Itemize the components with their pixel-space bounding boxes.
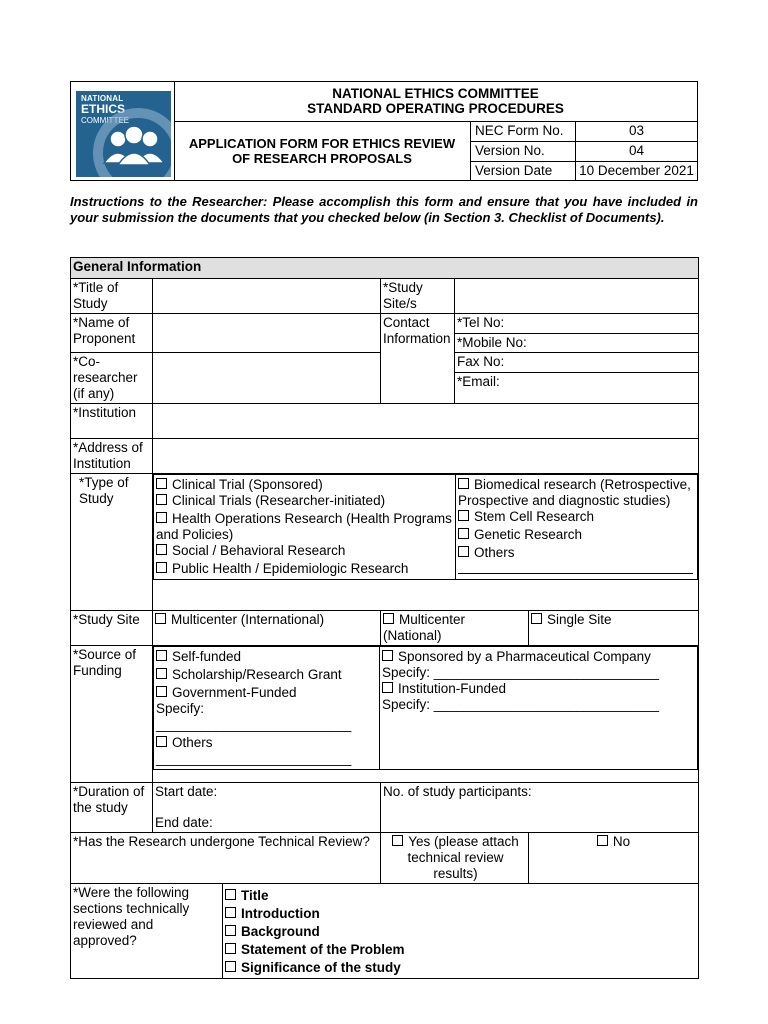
type-option[interactable] bbox=[458, 545, 695, 561]
checkbox-icon[interactable] bbox=[458, 546, 469, 557]
type-option[interactable] bbox=[156, 561, 453, 577]
type-option-label: Biomedical research (Retrospective, Prospective and diagnostic studies) bbox=[458, 477, 691, 508]
section-option[interactable] bbox=[225, 905, 696, 923]
section-heading: General Information bbox=[71, 258, 699, 279]
tel-no-field[interactable]: *Tel No: bbox=[455, 314, 699, 334]
section-option-label: Title bbox=[241, 888, 269, 903]
meta-row bbox=[471, 142, 697, 162]
funding-option[interactable] bbox=[156, 685, 377, 701]
people-icon bbox=[76, 91, 171, 177]
section-option-label: Statement of the Problem bbox=[241, 942, 405, 957]
checkbox-icon[interactable] bbox=[156, 494, 167, 505]
checkbox-icon[interactable] bbox=[382, 650, 393, 661]
type-option[interactable] bbox=[156, 477, 453, 493]
site-option-label: Multicenter (International) bbox=[171, 612, 325, 627]
checkbox-icon[interactable] bbox=[383, 613, 394, 624]
label-name-of-proponent: *Name of Proponent bbox=[71, 314, 153, 353]
checkbox-icon[interactable] bbox=[156, 686, 167, 697]
funding-option[interactable] bbox=[156, 667, 377, 683]
label-type-of-study: *Type of Study bbox=[71, 474, 153, 611]
proponent-field[interactable] bbox=[153, 314, 381, 353]
checkbox-icon[interactable] bbox=[458, 528, 469, 539]
checkbox-icon[interactable] bbox=[156, 736, 167, 747]
label-institution: *Institution bbox=[71, 404, 153, 439]
meta-value: 04 bbox=[575, 142, 697, 161]
type-option-label: Clinical Trial (Sponsored) bbox=[172, 477, 323, 492]
checkbox-icon[interactable] bbox=[458, 478, 469, 489]
checkbox-icon[interactable] bbox=[156, 512, 167, 523]
checkbox-icon[interactable] bbox=[156, 650, 167, 661]
logo-cell bbox=[71, 82, 175, 180]
email-field[interactable]: *Email: bbox=[455, 373, 699, 404]
meta-value: 03 bbox=[575, 122, 697, 141]
site-option[interactable] bbox=[153, 611, 381, 646]
no-option-label: No bbox=[612, 834, 631, 849]
type-option-label: Health Operations Research (Health Programs and Policies) bbox=[156, 511, 452, 542]
meta-label: Version Date bbox=[475, 163, 553, 178]
funding-option-label: Government-Funded bbox=[172, 685, 297, 700]
form-title bbox=[174, 122, 471, 180]
meta-value: 10 December 2021 bbox=[575, 162, 697, 181]
specify-line[interactable]: Specify: ______________________________ bbox=[382, 697, 660, 712]
label-technical-review: *Has the Research undergone Technical Review? bbox=[71, 833, 381, 884]
study-sites-field[interactable] bbox=[455, 279, 699, 314]
checkbox-icon[interactable] bbox=[156, 562, 167, 573]
funding-option[interactable] bbox=[156, 735, 377, 751]
funding-option-label: Self-funded bbox=[172, 649, 242, 664]
form-title-line-2: OF RESEARCH PROPOSALS bbox=[232, 151, 412, 166]
meta-row bbox=[471, 162, 697, 181]
label-study-site: *Study Site bbox=[71, 611, 153, 646]
type-option[interactable] bbox=[156, 493, 453, 509]
section-option-label: Significance of the study bbox=[241, 960, 401, 975]
funding-option[interactable] bbox=[156, 649, 377, 665]
label-source-of-funding: *Source of Funding bbox=[71, 646, 153, 783]
co-researcher-field[interactable] bbox=[153, 353, 381, 404]
mobile-no-field[interactable]: *Mobile No: bbox=[455, 334, 699, 353]
logo-text-committee: COMMITTEE bbox=[81, 116, 129, 125]
type-option[interactable] bbox=[458, 509, 695, 525]
funding-right-column bbox=[380, 647, 698, 770]
site-option[interactable] bbox=[529, 611, 699, 646]
organization-title bbox=[174, 82, 697, 122]
checkbox-icon[interactable] bbox=[155, 613, 166, 624]
specify-line[interactable]: __________________________ bbox=[156, 717, 352, 732]
document-header bbox=[70, 81, 698, 181]
type-option[interactable] bbox=[156, 543, 453, 559]
start-date-label: Start date: bbox=[155, 784, 218, 799]
funding-option-label: Scholarship/Research Grant bbox=[172, 667, 342, 682]
meta-label: Version No. bbox=[475, 143, 545, 158]
section-option-label: Background bbox=[241, 924, 320, 939]
funding-option[interactable] bbox=[382, 681, 695, 697]
type-left-column bbox=[154, 475, 456, 580]
institution-field[interactable] bbox=[153, 404, 699, 439]
org-line-2: STANDARD OPERATING PROCEDURES bbox=[307, 101, 564, 116]
form-meta bbox=[471, 122, 697, 181]
type-option[interactable] bbox=[458, 477, 695, 509]
fax-no-field[interactable]: Fax No: bbox=[455, 353, 699, 373]
others-specify-line[interactable]: __________________________ bbox=[156, 751, 352, 766]
end-date-label: End date: bbox=[155, 815, 213, 830]
section-option[interactable] bbox=[225, 887, 696, 905]
checkbox-icon[interactable] bbox=[597, 835, 608, 846]
instructions: Instructions to the Researcher: Please accomplish this form and ensure that you have included in your submission the documents that you checked below (in Section 3. Checklist of Documents). bbox=[70, 194, 698, 225]
type-option-label: Others bbox=[474, 545, 515, 560]
type-option-label: Genetic Research bbox=[474, 527, 583, 542]
funding-options bbox=[153, 646, 699, 783]
section-option[interactable] bbox=[225, 941, 696, 959]
checkbox-icon[interactable] bbox=[392, 835, 403, 846]
type-option-label: Public Health / Epidemiologic Research bbox=[172, 561, 409, 576]
org-line-1: NATIONAL ETHICS COMMITTEE bbox=[332, 86, 539, 101]
checkbox-icon[interactable] bbox=[225, 961, 236, 972]
meta-label: NEC Form No. bbox=[475, 123, 564, 138]
type-option[interactable] bbox=[458, 527, 695, 543]
sections-list bbox=[223, 884, 699, 979]
section-option-label: Introduction bbox=[241, 906, 320, 921]
label-contact-information: Contact Information bbox=[381, 314, 455, 404]
nec-logo bbox=[76, 91, 171, 177]
type-of-study-options bbox=[153, 474, 699, 611]
others-line[interactable] bbox=[458, 561, 693, 574]
checkbox-icon[interactable] bbox=[225, 925, 236, 936]
general-information-table bbox=[70, 257, 699, 979]
type-option[interactable] bbox=[156, 511, 453, 543]
specify-label: Specify: bbox=[156, 701, 205, 716]
type-right-column bbox=[456, 475, 698, 580]
address-field[interactable] bbox=[153, 439, 699, 474]
label-title-of-study: *Title of Study bbox=[71, 279, 153, 314]
yes-option-label: Yes (please attach technical review results) bbox=[407, 834, 519, 881]
site-option-label: Single Site bbox=[547, 612, 612, 627]
meta-row bbox=[471, 122, 697, 142]
funding-left-column bbox=[154, 647, 380, 770]
checkbox-icon[interactable] bbox=[156, 668, 167, 679]
logo-text-national: NATIONAL bbox=[81, 94, 124, 103]
section-option[interactable] bbox=[225, 923, 696, 941]
checkbox-icon[interactable] bbox=[156, 544, 167, 555]
checkbox-icon[interactable] bbox=[531, 613, 542, 624]
label-study-sites: *Study Site/s bbox=[381, 279, 455, 314]
funding-option-label: Institution-Funded bbox=[398, 681, 507, 696]
funding-option-label: Others bbox=[172, 735, 213, 750]
type-option-label: Stem Cell Research bbox=[474, 509, 595, 524]
title-of-study-field[interactable] bbox=[153, 279, 381, 314]
site-option[interactable] bbox=[381, 611, 529, 646]
checkbox-icon[interactable] bbox=[382, 682, 393, 693]
funding-option-label: Sponsored by a Pharmaceutical Company bbox=[398, 649, 651, 664]
checkbox-icon[interactable] bbox=[156, 478, 167, 489]
yes-option[interactable] bbox=[381, 833, 529, 884]
section-option[interactable] bbox=[225, 959, 696, 977]
label-sections-reviewed: *Were the following sections technically reviewed and approved? bbox=[71, 884, 223, 979]
type-options-grid bbox=[153, 474, 698, 580]
checkbox-icon[interactable] bbox=[458, 510, 469, 521]
label-co-researcher: *Co-researcher (if any) bbox=[71, 353, 153, 404]
logo-text-ethics: ETHICS bbox=[81, 102, 126, 116]
label-duration: *Duration of the study bbox=[71, 783, 153, 833]
type-option-label: Social / Behavioral Research bbox=[172, 543, 346, 558]
label-address-of-institution: *Address of Institution bbox=[71, 439, 153, 474]
funding-options-grid bbox=[153, 646, 698, 770]
checkbox-icon[interactable] bbox=[225, 943, 236, 954]
form-title-line-1: APPLICATION FORM FOR ETHICS REVIEW bbox=[188, 136, 456, 151]
site-option-label: Multicenter (National) bbox=[383, 612, 466, 643]
specify-line[interactable]: Specify: ______________________________ bbox=[382, 665, 660, 680]
checkbox-icon[interactable] bbox=[225, 907, 236, 918]
funding-option[interactable] bbox=[382, 649, 695, 665]
type-option-label: Clinical Trials (Researcher-initiated) bbox=[172, 493, 386, 508]
participants-field[interactable]: No. of study participants: bbox=[381, 783, 699, 833]
no-option[interactable] bbox=[529, 833, 699, 884]
duration-dates[interactable] bbox=[153, 783, 381, 833]
checkbox-icon[interactable] bbox=[225, 889, 236, 900]
